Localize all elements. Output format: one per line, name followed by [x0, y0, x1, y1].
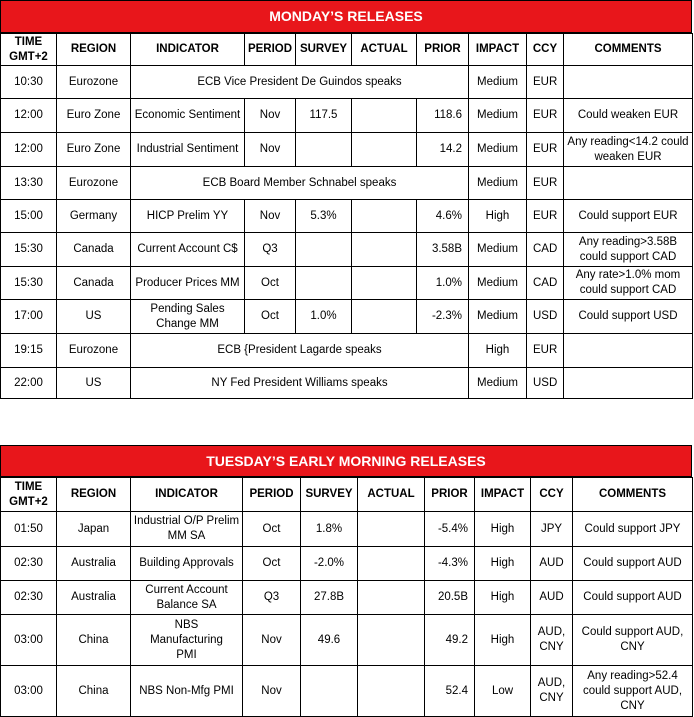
cell-prior: 1.0%: [417, 267, 469, 300]
cell-period: Oct: [245, 267, 296, 300]
cell-region: US: [57, 368, 131, 399]
cell-prior: 3.58B: [417, 233, 469, 267]
cell-comments: Could support AUD: [573, 581, 693, 615]
cell-event: NY Fed President Williams speaks: [131, 368, 469, 399]
cell-impact: High: [469, 334, 527, 368]
cell-time: 03:00: [1, 615, 57, 666]
table-row: [1, 267, 693, 300]
cell-survey: 1.0%: [296, 300, 352, 334]
cell-event: ECB Vice President De Guindos speaks: [131, 66, 469, 99]
cell-survey: [296, 267, 352, 300]
cell-impact: Medium: [469, 300, 527, 334]
table-row: [1, 547, 693, 581]
cell-ccy: USD: [527, 368, 564, 399]
col-header-indicator: INDICATOR: [131, 478, 243, 512]
cell-comments: Any reading>3.58B could support CAD: [564, 233, 693, 267]
cell-ccy: EUR: [527, 66, 564, 99]
tuesday-section: [0, 445, 692, 717]
cell-region: Eurozone: [57, 167, 131, 200]
cell-actual: [352, 267, 417, 300]
cell-comments: Could weaken EUR: [564, 99, 693, 133]
cell-survey: [296, 233, 352, 267]
cell-prior: 52.4: [425, 666, 475, 717]
cell-comments: [564, 334, 693, 368]
cell-prior: -5.4%: [425, 512, 475, 547]
cell-impact: Medium: [469, 133, 527, 167]
cell-indicator: Producer Prices MM: [131, 267, 245, 300]
cell-period: Oct: [245, 300, 296, 334]
cell-ccy: USD: [527, 300, 564, 334]
cell-ccy: EUR: [527, 200, 564, 233]
cell-period: Nov: [243, 615, 301, 666]
cell-indicator: Economic Sentiment: [131, 99, 245, 133]
table-row: [1, 300, 693, 334]
cell-impact: Low: [475, 666, 531, 717]
table-row: [1, 133, 693, 167]
cell-survey: [296, 133, 352, 167]
table-row: [1, 334, 693, 368]
cell-impact: High: [475, 512, 531, 547]
col-header-prior: PRIOR: [425, 478, 475, 512]
cell-indicator: NBS Manufacturing PMI: [131, 615, 243, 666]
cell-region: Eurozone: [57, 334, 131, 368]
col-header-period: PERIOD: [245, 34, 296, 66]
table-row: [1, 167, 693, 200]
cell-event: ECB Board Member Schnabel speaks: [131, 167, 469, 200]
cell-actual: [352, 200, 417, 233]
cell-region: Euro Zone: [57, 133, 131, 167]
cell-actual: [358, 615, 425, 666]
table-row: [1, 200, 693, 233]
table-row: [1, 66, 693, 99]
cell-comments: Could support JPY: [573, 512, 693, 547]
cell-actual: [358, 512, 425, 547]
cell-region: Canada: [57, 233, 131, 267]
cell-time: 12:00: [1, 133, 57, 167]
cell-time: 19:15: [1, 334, 57, 368]
cell-region: Euro Zone: [57, 99, 131, 133]
cell-ccy: AUD, CNY: [531, 615, 573, 666]
col-header-period: PERIOD: [243, 478, 301, 512]
cell-survey: -2.0%: [301, 547, 358, 581]
table-row: [1, 581, 693, 615]
cell-actual: [352, 99, 417, 133]
cell-time: 02:30: [1, 581, 57, 615]
cell-impact: High: [475, 581, 531, 615]
cell-time: 12:00: [1, 99, 57, 133]
col-header-prior: PRIOR: [417, 34, 469, 66]
cell-actual: [358, 547, 425, 581]
cell-indicator: Building Approvals: [131, 547, 243, 581]
cell-period: Nov: [243, 666, 301, 717]
cell-prior: 118.6: [417, 99, 469, 133]
monday-header-row: [1, 34, 693, 66]
cell-time: 02:30: [1, 547, 57, 581]
table-row: [1, 368, 693, 399]
cell-comments: Any reading<14.2 could weaken EUR: [564, 133, 693, 167]
cell-prior: -2.3%: [417, 300, 469, 334]
cell-prior: 20.5B: [425, 581, 475, 615]
col-header-comments: COMMENTS: [564, 34, 693, 66]
table-row: [1, 99, 693, 133]
cell-prior: 14.2: [417, 133, 469, 167]
cell-impact: Medium: [469, 267, 527, 300]
cell-region: Australia: [57, 547, 131, 581]
col-header-impact: IMPACT: [475, 478, 531, 512]
cell-period: Oct: [243, 547, 301, 581]
cell-indicator: Current Account Balance SA: [131, 581, 243, 615]
cell-period: Nov: [245, 200, 296, 233]
cell-survey: 5.3%: [296, 200, 352, 233]
cell-impact: High: [469, 200, 527, 233]
cell-region: US: [57, 300, 131, 334]
cell-prior: -4.3%: [425, 547, 475, 581]
monday-table: [0, 33, 693, 399]
tuesday-header-row: [1, 478, 693, 512]
cell-survey: 49.6: [301, 615, 358, 666]
cell-ccy: JPY: [531, 512, 573, 547]
table-row: [1, 615, 693, 666]
cell-time: 13:30: [1, 167, 57, 200]
cell-comments: Could support EUR: [564, 200, 693, 233]
cell-time: 17:00: [1, 300, 57, 334]
cell-period: Oct: [243, 512, 301, 547]
col-header-survey: SURVEY: [296, 34, 352, 66]
cell-ccy: AUD: [531, 547, 573, 581]
cell-actual: [358, 581, 425, 615]
table-row: [1, 512, 693, 547]
cell-comments: [564, 66, 693, 99]
col-header-impact: IMPACT: [469, 34, 527, 66]
cell-impact: Medium: [469, 368, 527, 399]
cell-impact: Medium: [469, 167, 527, 200]
cell-comments: Could support AUD, CNY: [573, 615, 693, 666]
table-row: [1, 233, 693, 267]
cell-ccy: AUD: [531, 581, 573, 615]
cell-actual: [352, 233, 417, 267]
cell-comments: Could support AUD: [573, 547, 693, 581]
cell-time: 15:30: [1, 267, 57, 300]
cell-impact: Medium: [469, 66, 527, 99]
cell-impact: High: [475, 547, 531, 581]
col-header-region: REGION: [57, 478, 131, 512]
cell-region: Germany: [57, 200, 131, 233]
cell-actual: [352, 133, 417, 167]
cell-ccy: EUR: [527, 167, 564, 200]
col-header-ccy: CCY: [531, 478, 573, 512]
cell-region: Australia: [57, 581, 131, 615]
col-header-region: REGION: [57, 34, 131, 66]
cell-survey: 1.8%: [301, 512, 358, 547]
tuesday-table: [0, 477, 693, 717]
cell-indicator: Industrial Sentiment: [131, 133, 245, 167]
cell-region: Canada: [57, 267, 131, 300]
cell-ccy: CAD: [527, 233, 564, 267]
cell-survey: 27.8B: [301, 581, 358, 615]
cell-impact: Medium: [469, 233, 527, 267]
cell-time: 15:00: [1, 200, 57, 233]
cell-ccy: EUR: [527, 133, 564, 167]
col-header-survey: SURVEY: [301, 478, 358, 512]
cell-indicator: HICP Prelim YY: [131, 200, 245, 233]
cell-impact: Medium: [469, 99, 527, 133]
cell-event: ECB {President Lagarde speaks: [131, 334, 469, 368]
cell-comments: Any reading>52.4 could support AUD, CNY: [573, 666, 693, 717]
cell-prior: 4.6%: [417, 200, 469, 233]
cell-comments: [564, 368, 693, 399]
cell-actual: [352, 300, 417, 334]
cell-ccy: CAD: [527, 267, 564, 300]
cell-survey: 117.5: [296, 99, 352, 133]
col-header-actual: ACTUAL: [358, 478, 425, 512]
cell-region: China: [57, 615, 131, 666]
cell-time: 10:30: [1, 66, 57, 99]
cell-indicator: NBS Non-Mfg PMI: [131, 666, 243, 717]
col-header-ccy: CCY: [527, 34, 564, 66]
cell-indicator: Pending Sales Change MM: [131, 300, 245, 334]
cell-ccy: AUD, CNY: [531, 666, 573, 717]
col-header-indicator: INDICATOR: [131, 34, 245, 66]
col-header-actual: ACTUAL: [352, 34, 417, 66]
cell-region: Eurozone: [57, 66, 131, 99]
cell-survey: [301, 666, 358, 717]
monday-title: MONDAY’S RELEASES: [0, 0, 692, 33]
cell-comments: Any rate>1.0% mom could support CAD: [564, 267, 693, 300]
cell-ccy: EUR: [527, 334, 564, 368]
col-header-time: TIME GMT+2: [1, 478, 57, 512]
cell-time: 15:30: [1, 233, 57, 267]
cell-period: Nov: [245, 99, 296, 133]
cell-ccy: EUR: [527, 99, 564, 133]
col-header-comments: COMMENTS: [573, 478, 693, 512]
cell-time: 01:50: [1, 512, 57, 547]
cell-prior: 49.2: [425, 615, 475, 666]
col-header-time: TIME GMT+2: [1, 34, 57, 66]
cell-region: China: [57, 666, 131, 717]
tuesday-title: TUESDAY’S EARLY MORNING RELEASES: [0, 445, 692, 477]
cell-indicator: Industrial O/P Prelim MM SA: [131, 512, 243, 547]
cell-actual: [358, 666, 425, 717]
cell-comments: Could support USD: [564, 300, 693, 334]
table-row: [1, 666, 693, 717]
cell-indicator: Current Account C$: [131, 233, 245, 267]
cell-time: 22:00: [1, 368, 57, 399]
cell-period: Q3: [245, 233, 296, 267]
cell-impact: High: [475, 615, 531, 666]
cell-period: Nov: [245, 133, 296, 167]
cell-comments: [564, 167, 693, 200]
cell-region: Japan: [57, 512, 131, 547]
cell-time: 03:00: [1, 666, 57, 717]
cell-period: Q3: [243, 581, 301, 615]
